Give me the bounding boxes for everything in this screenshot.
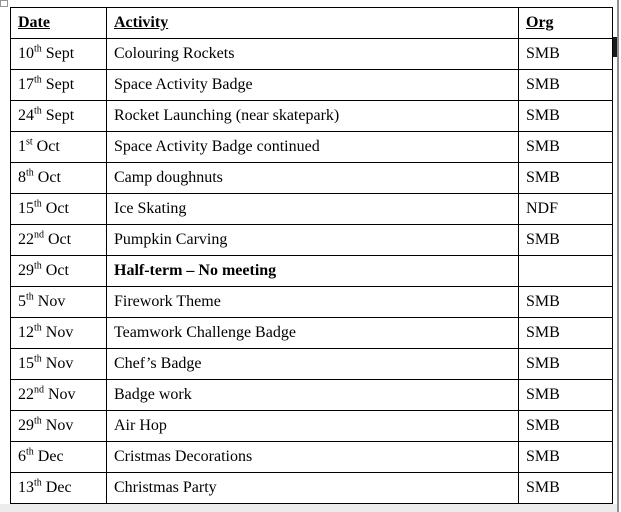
activity-cell[interactable]: Space Activity Badge	[107, 70, 519, 101]
date-ordinal: nd	[34, 229, 44, 241]
header-label-date: Date	[18, 14, 50, 31]
date-month: Oct	[33, 169, 61, 186]
date-month: Nov	[33, 293, 66, 310]
date-month: Oct	[44, 231, 72, 248]
date-ordinal: th	[34, 43, 42, 55]
date-cell[interactable]	[11, 256, 107, 287]
date-ordinal: th	[34, 198, 42, 210]
date-day: 17	[18, 76, 34, 93]
table-row	[11, 473, 613, 504]
date-day: 29	[18, 262, 34, 279]
date-month: Nov	[44, 386, 76, 403]
schedule-table	[10, 7, 613, 504]
date-cell[interactable]	[11, 442, 107, 473]
date-day: 24	[18, 107, 34, 124]
activity-cell[interactable]: Chef’s Badge	[107, 349, 519, 380]
activity-cell[interactable]: Badge work	[107, 380, 519, 411]
date-day: 29	[18, 417, 34, 434]
date-month: Oct	[41, 262, 69, 279]
activity-cell[interactable]: Space Activity Badge continued	[107, 132, 519, 163]
table-row	[11, 70, 613, 101]
date-ordinal: th	[34, 353, 42, 365]
table-row	[11, 39, 613, 70]
activity-cell[interactable]: Half-term – No meeting	[107, 256, 519, 287]
date-day: 10	[18, 45, 34, 62]
date-month: Dec	[41, 479, 72, 496]
activity-cell[interactable]: Cristmas Decorations	[107, 442, 519, 473]
date-cell[interactable]	[11, 132, 107, 163]
date-cell[interactable]	[11, 163, 107, 194]
date-ordinal: th	[34, 74, 42, 86]
org-cell[interactable]: SMB	[519, 70, 613, 101]
table-row	[11, 225, 613, 256]
org-cell[interactable]	[519, 256, 613, 287]
date-ordinal: th	[34, 260, 42, 272]
activity-cell[interactable]: Teamwork Challenge Badge	[107, 318, 519, 349]
date-ordinal: th	[34, 415, 42, 427]
table-row	[11, 287, 613, 318]
org-cell[interactable]: SMB	[519, 132, 613, 163]
date-ordinal: th	[34, 477, 42, 489]
activity-cell[interactable]: Firework Theme	[107, 287, 519, 318]
date-day: 12	[18, 324, 34, 341]
activity-cell[interactable]: Rocket Launching (near skatepark)	[107, 101, 519, 132]
date-ordinal: th	[26, 446, 34, 458]
date-month: Nov	[41, 324, 74, 341]
org-cell[interactable]: SMB	[519, 349, 613, 380]
activity-cell[interactable]: Colouring Rockets	[107, 39, 519, 70]
date-cell[interactable]	[11, 194, 107, 225]
table-row	[11, 442, 613, 473]
org-cell[interactable]: SMB	[519, 39, 613, 70]
date-ordinal: nd	[34, 384, 44, 396]
header-cell-date[interactable]	[11, 8, 107, 39]
table-row	[11, 380, 613, 411]
org-cell[interactable]: SMB	[519, 318, 613, 349]
date-day: 5	[18, 293, 26, 310]
org-cell[interactable]: SMB	[519, 163, 613, 194]
page-bottom-edge	[0, 504, 618, 512]
table-row	[11, 163, 613, 194]
activity-cell[interactable]: Ice Skating	[107, 194, 519, 225]
date-day: 13	[18, 479, 34, 496]
date-day: 1	[18, 138, 26, 155]
table-header-row	[11, 8, 613, 39]
table-row	[11, 256, 613, 287]
table-body	[11, 39, 613, 504]
activity-cell[interactable]: Air Hop	[107, 411, 519, 442]
org-cell[interactable]: SMB	[519, 225, 613, 256]
date-ordinal: st	[26, 136, 33, 148]
org-cell[interactable]: NDF	[519, 194, 613, 225]
org-cell[interactable]: SMB	[519, 442, 613, 473]
date-ordinal: th	[26, 167, 34, 179]
activity-cell[interactable]: Christmas Party	[107, 473, 519, 504]
activity-cell[interactable]: Pumpkin Carving	[107, 225, 519, 256]
date-month: Nov	[41, 355, 74, 372]
org-cell[interactable]: SMB	[519, 380, 613, 411]
date-month: Dec	[33, 448, 64, 465]
date-ordinal: th	[34, 105, 42, 117]
date-day: 22	[18, 386, 34, 403]
date-month: Oct	[41, 200, 69, 217]
table-handle-icon	[0, 0, 8, 7]
table-row	[11, 8, 613, 39]
table-row	[11, 411, 613, 442]
date-cell[interactable]	[11, 349, 107, 380]
table-row	[11, 101, 613, 132]
header-label-activity: Activity	[114, 14, 169, 31]
scrollbar-thumb[interactable]	[613, 37, 617, 57]
date-cell[interactable]	[11, 473, 107, 504]
header-label-org: Org	[526, 14, 554, 31]
date-cell[interactable]	[11, 225, 107, 256]
date-cell[interactable]	[11, 380, 107, 411]
date-month: Sept	[41, 107, 75, 124]
date-ordinal: th	[34, 322, 42, 334]
date-month: Sept	[41, 45, 75, 62]
date-month: Sept	[41, 76, 75, 93]
date-cell[interactable]	[11, 39, 107, 70]
header-cell-activity[interactable]	[107, 8, 519, 39]
org-cell[interactable]: SMB	[519, 101, 613, 132]
table-row	[11, 194, 613, 225]
date-day: 8	[18, 169, 26, 186]
date-cell[interactable]	[11, 70, 107, 101]
activity-cell[interactable]: Camp doughnuts	[107, 163, 519, 194]
org-cell[interactable]: SMB	[519, 287, 613, 318]
org-cell[interactable]: SMB	[519, 411, 613, 442]
org-cell[interactable]: SMB	[519, 473, 613, 504]
date-cell[interactable]	[11, 101, 107, 132]
date-cell[interactable]	[11, 411, 107, 442]
date-month: Oct	[32, 138, 60, 155]
table-row	[11, 132, 613, 163]
date-day: 22	[18, 231, 34, 248]
date-day: 15	[18, 200, 34, 217]
header-cell-org[interactable]	[519, 8, 613, 39]
date-day: 6	[18, 448, 26, 465]
date-day: 15	[18, 355, 34, 372]
date-cell[interactable]	[11, 287, 107, 318]
date-month: Nov	[41, 417, 74, 434]
date-ordinal: th	[26, 291, 34, 303]
date-cell[interactable]	[11, 318, 107, 349]
table-row	[11, 318, 613, 349]
scrollbar-track[interactable]	[617, 0, 619, 512]
table-row	[11, 349, 613, 380]
